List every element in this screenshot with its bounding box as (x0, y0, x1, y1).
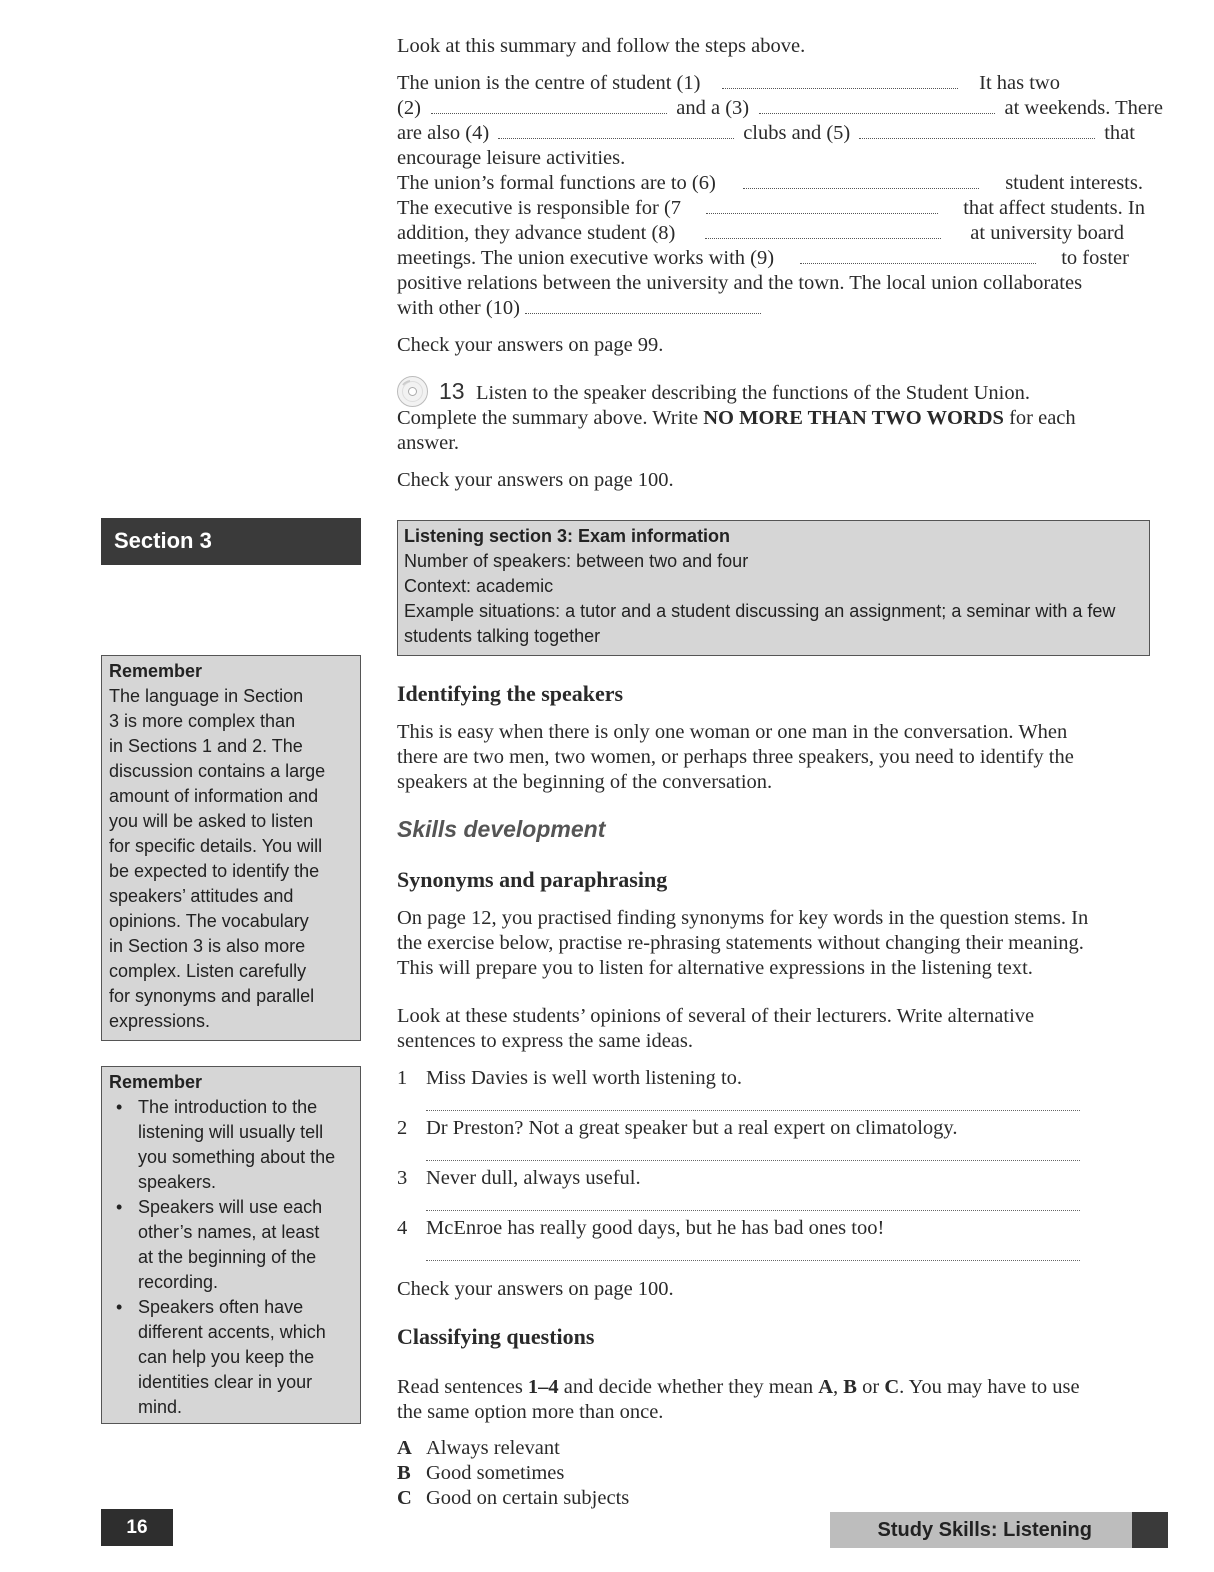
synonyms-line: This will prepare you to listen for alternative expressions in the listening text. (397, 957, 1033, 979)
skills-development-heading: Skills development (397, 816, 606, 842)
blank-10[interactable] (525, 299, 761, 314)
blank-1[interactable] (722, 74, 958, 89)
option-b: B Good sometimes (397, 1462, 565, 1484)
audio-instruction-line-1: Listen to the speaker describing the functions of the Student Union. (476, 382, 1030, 404)
summary-line-4: encourage leisure activities. (397, 147, 626, 169)
remember-line: in Section 3 is also more (109, 936, 306, 956)
summary-line-6: The executive is responsible for (7 that affect students. In (397, 197, 1145, 219)
option-a: A Always relevant (397, 1437, 560, 1459)
audio-track-number: 13 (439, 378, 465, 404)
look-line: Look at these students’ opinions of several of their lecturers. Write alternative (397, 1005, 1035, 1027)
summary-line-2: (2) and a (3) at weekends. There (397, 97, 1163, 119)
footer-block (1132, 1512, 1168, 1548)
option-c: C Good on certain subjects (397, 1487, 630, 1509)
identifying-line: speakers at the beginning of the conversation. (397, 771, 773, 793)
classifying-line-2: the same option more than once. (397, 1401, 664, 1423)
check-answers-3: Check your answers on page 100. (397, 1278, 674, 1300)
summary-line-10: with other (10) (397, 296, 761, 321)
identifying-line: This is easy when there is only one woman or one man in the conversation. When (397, 721, 1068, 743)
answer-line-2[interactable] (426, 1160, 1080, 1161)
summary-line-3: are also (4) clubs and (5) that (397, 122, 1135, 144)
blank-4[interactable] (498, 124, 734, 139)
blank-7[interactable] (706, 199, 938, 214)
remember-bullet-2: • Speakers will use each other’s names, at least at the beginning of the recording. (109, 1195, 353, 1295)
remember-line: for specific details. You will (109, 836, 323, 856)
check-answers-1: Check your answers on page 99. (397, 334, 664, 356)
remember-line: discussion contains a large (109, 761, 326, 781)
check-answers-2: Check your answers on page 100. (397, 469, 674, 491)
synonyms-heading: Synonyms and paraphrasing (397, 867, 668, 892)
audio-cd-icon[interactable] (396, 375, 429, 408)
page-number: 16 (126, 1517, 148, 1538)
exam-info-box (397, 520, 1150, 656)
audio-instruction-line-2: Complete the summary above. Write NO MORE THAN TWO WORDS for each (397, 407, 1076, 429)
blank-2[interactable] (431, 99, 667, 114)
remember-bullet-3: • Speakers often have different accents, which can help you keep the identities clear in your mind. (109, 1295, 353, 1420)
remember-line: opinions. The vocabulary (109, 911, 309, 931)
exercise-item-1: 1 Miss Davies is well worth listening to. (397, 1067, 743, 1089)
remember-line: amount of information and (109, 786, 319, 806)
summary-line-7: addition, they advance student (8) at university board (397, 222, 1124, 244)
exercise-item-4: 4 McEnroe has really good days, but he has bad ones too! (397, 1217, 885, 1239)
remember-line: in Sections 1 and 2. The (109, 736, 303, 756)
remember-title: Remember (109, 661, 203, 681)
blank-8[interactable] (705, 224, 941, 239)
remember-box-1 (101, 655, 361, 1041)
footer-title-bar (830, 1512, 1132, 1548)
remember-line: The language in Section (109, 686, 304, 706)
exam-info-line: Example situations: a tutor and a student discussing an assignment; a seminar with a few (404, 601, 1116, 621)
classifying-line-1: Read sentences 1–4 and decide whether they mean A, B or C. You may have to use (397, 1376, 1080, 1398)
remember-bullet-1: • The introduction to the listening will usually tell you something about the speakers. (109, 1095, 353, 1195)
remember-line: speakers’ attitudes and (109, 886, 294, 906)
blank-5[interactable] (859, 124, 1095, 139)
classifying-heading: Classifying questions (397, 1324, 595, 1349)
identifying-heading: Identifying the speakers (397, 681, 624, 706)
remember-line: you will be asked to listen (109, 811, 314, 831)
summary-line-1: The union is the centre of student (1) It has two (397, 72, 1060, 94)
remember-line: for synonyms and parallel (109, 986, 315, 1006)
audio-instruction-line-3: answer. (397, 432, 460, 454)
remember-line: be expected to identify the (109, 861, 320, 881)
blank-9[interactable] (800, 249, 1036, 264)
section-label (101, 518, 361, 565)
remember-line: 3 is more complex than (109, 711, 296, 731)
exercise-item-3: 3 Never dull, always useful. (397, 1167, 641, 1189)
summary-line-5: The union’s formal functions are to (6) student interests. (397, 172, 1143, 194)
footer-title: Study Skills: Listening (877, 1519, 1092, 1541)
remember-line: complex. Listen carefully (109, 961, 307, 981)
answer-line-1[interactable] (426, 1110, 1080, 1111)
identifying-line: there are two men, two women, or perhaps three speakers, you need to identify the (397, 746, 1074, 768)
synonyms-line: the exercise below, practise re-phrasing statements without changing their meaning. (397, 932, 1084, 954)
blank-6[interactable] (743, 174, 979, 189)
answer-line-4[interactable] (426, 1260, 1080, 1261)
answer-line-3[interactable] (426, 1210, 1080, 1211)
instruction-text: Look at this summary and follow the steps above. (397, 35, 806, 57)
remember-title: Remember (109, 1072, 203, 1092)
summary-line-9: positive relations between the university and the town. The local union collaborates (397, 272, 1083, 294)
remember-box-2 (101, 1066, 361, 1424)
look-line: sentences to express the same ideas. (397, 1030, 694, 1052)
exercise-item-2: 2 Dr Preston? Not a great speaker but a real expert on climatology. (397, 1117, 958, 1139)
synonyms-line: On page 12, you practised finding synonyms for key words in the question stems. In (397, 907, 1089, 929)
exam-info-title: Listening section 3: Exam information (404, 526, 731, 546)
exam-info-line: Number of speakers: between two and four (404, 551, 749, 571)
exam-info-line: Context: academic (404, 576, 554, 596)
blank-3[interactable] (759, 99, 995, 114)
summary-line-8: meetings. The union executive works with (9) to foster (397, 247, 1129, 269)
remember-line: expressions. (109, 1011, 211, 1031)
exam-info-line: students talking together (404, 626, 601, 646)
section-label-text: Section 3 (114, 528, 212, 553)
page-number-badge (101, 1509, 173, 1546)
